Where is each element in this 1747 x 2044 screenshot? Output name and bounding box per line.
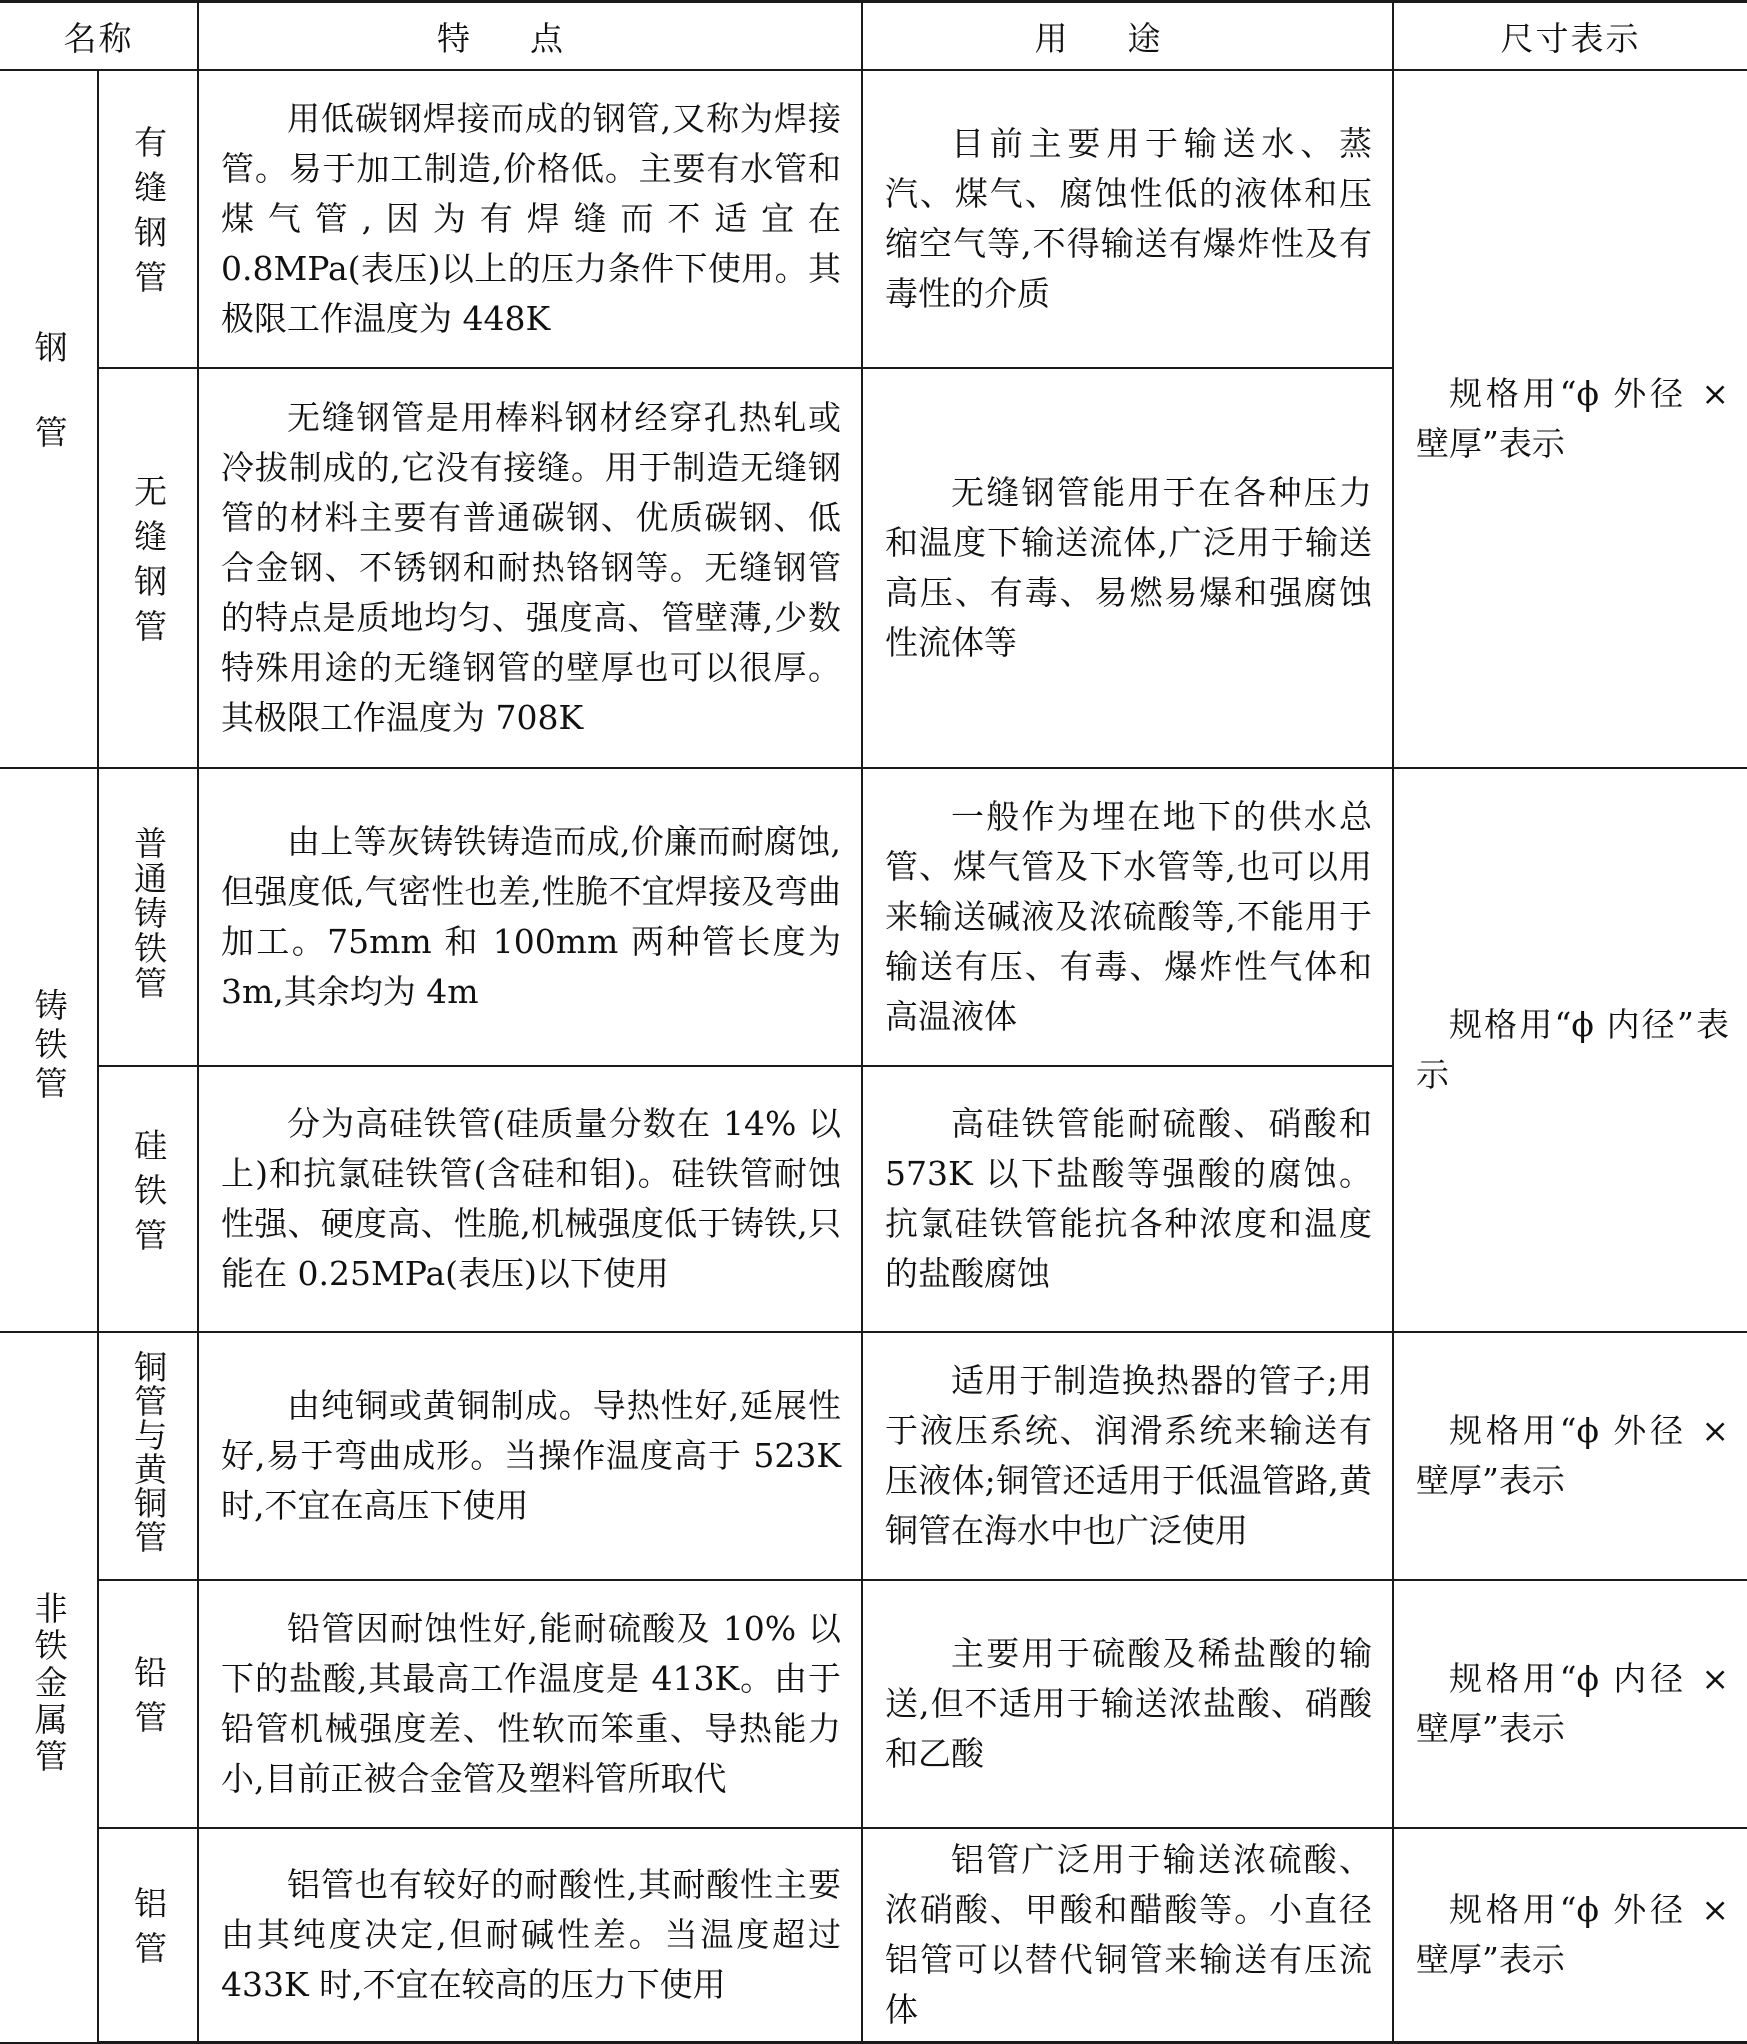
use-cell: 适用于制造换热器的管子;用于液压系统、润滑系统来输送有压液体;铜管还适用于低温管路,黄铜管在海水中也广泛使用 [862,1332,1393,1580]
feature-cell: 铅管因耐蚀性好,能耐硫酸及 10% 以下的盐酸,其最高工作温度是 413K。由于铅管机械强度差、性软而笨重、导热能力小,目前正被合金管及塑料管所取代 [198,1580,862,1828]
feature-cell: 分为高硅铁管(硅质量分数在 14% 以上)和抗氯硅铁管(含硅和钼)。硅铁管耐蚀性强、硬度高、性脆,机械强度低于铸铁,只能在 0.25MPa(表压)以下使用 [198,1066,862,1332]
feature-cell: 由纯铜或黄铜制成。导热性好,延展性好,易于弯曲成形。当操作温度高于 523K 时,不宜在高压下使用 [198,1332,862,1580]
feature-cell: 无缝钢管是用棒料钢材经穿孔热轧或冷拔制成的,它没有接缝。用于制造无缝钢管的材料主要有普通碳钢、优质碳钢、低合金钢、不锈钢和耐热铬钢等。无缝钢管的特点是质地均匀、强度高、管壁薄,少数特殊用途的无缝钢管的壁厚也可以很厚。其极限工作温度为 708K [198,368,862,768]
use-cell: 高硅铁管能耐硫酸、硝酸和 573K 以下盐酸等强酸的腐蚀。抗氯硅铁管能抗各种浓度和温度的盐酸腐蚀 [862,1066,1393,1332]
size-cell: 规格用“ϕ 外径 × 壁厚”表示 [1393,1828,1747,2043]
feature-cell: 铝管也有较好的耐酸性,其耐酸性主要由其纯度决定,但耐碱性差。当温度超过 433K 时,不宜在较高的压力下使用 [198,1828,862,2043]
sub-name: 硅铁管 [98,1066,198,1332]
use-cell: 主要用于硫酸及稀盐酸的输送,但不适用于输送浓盐酸、硝酸和乙酸 [862,1580,1393,1828]
header-feature: 特点 [198,2,862,71]
use-cell: 铝管广泛用于输送浓硫酸、浓硝酸、甲酸和醋酸等。小直径铝管可以替代铜管来输送有压流体 [862,1828,1393,2043]
group-steel [0,70,98,768]
header-use: 用途 [862,2,1393,71]
table-row [0,1580,1747,1828]
table-row [0,1828,1747,2043]
sub-name: 无缝钢管 [98,368,198,768]
size-cell: 规格用“ϕ 外径 × 壁厚”表示 [1393,1332,1747,1580]
group-nonferrous [0,1332,98,2043]
table-row [0,70,1747,368]
group-label: 钢管 [29,330,69,500]
header-size: 尺寸表示 [1393,2,1747,71]
sub-name: 普通铸铁管 [98,768,198,1066]
sub-name: 有缝钢管 [98,70,198,368]
feature-cell: 用低碳钢焊接而成的钢管,又称为焊接管。易于加工制造,价格低。主要有水管和煤气管,因为有焊缝而不适宜在 0.8MPa(表压)以上的压力条件下使用。其极限工作温度为 448K [198,70,862,368]
size-cell: 规格用“ϕ 外径 × 壁厚”表示 [1393,70,1747,768]
table-row [0,1332,1747,1580]
sub-name: 铅管 [98,1580,198,1828]
sub-name: 铝管 [98,1828,198,2043]
use-cell: 目前主要用于输送水、蒸汽、煤气、腐蚀性低的液体和压缩空气等,不得输送有爆炸性及有毒性的介质 [862,70,1393,368]
table-row [0,768,1747,1066]
header-row [0,2,1747,71]
group-cast-iron [0,768,98,1332]
group-label: 非铁金属管 [29,1590,69,1776]
feature-cell: 由上等灰铸铁铸造而成,价廉而耐腐蚀,但强度低,气密性也差,性脆不宜焊接及弯曲加工。75mm 和 100mm 两种管长度为 3m,其余均为 4m [198,768,862,1066]
header-name: 名称 [0,2,198,71]
sub-name: 铜管与黄铜管 [98,1332,198,1580]
size-cell: 规格用“ϕ 内径 × 壁厚”表示 [1393,1580,1747,1828]
group-label: 铸铁管 [29,987,69,1105]
use-cell: 一般作为埋在地下的供水总管、煤气管及下水管等,也可以用来输送碱液及浓硫酸等,不能用于输送有压、有毒、爆炸性气体和高温液体 [862,768,1393,1066]
use-cell: 无缝钢管能用于在各种压力和温度下输送流体,广泛用于输送高压、有毒、易燃易爆和强腐蚀性流体等 [862,368,1393,768]
size-cell: 规格用“ϕ 内径”表示 [1393,768,1747,1332]
